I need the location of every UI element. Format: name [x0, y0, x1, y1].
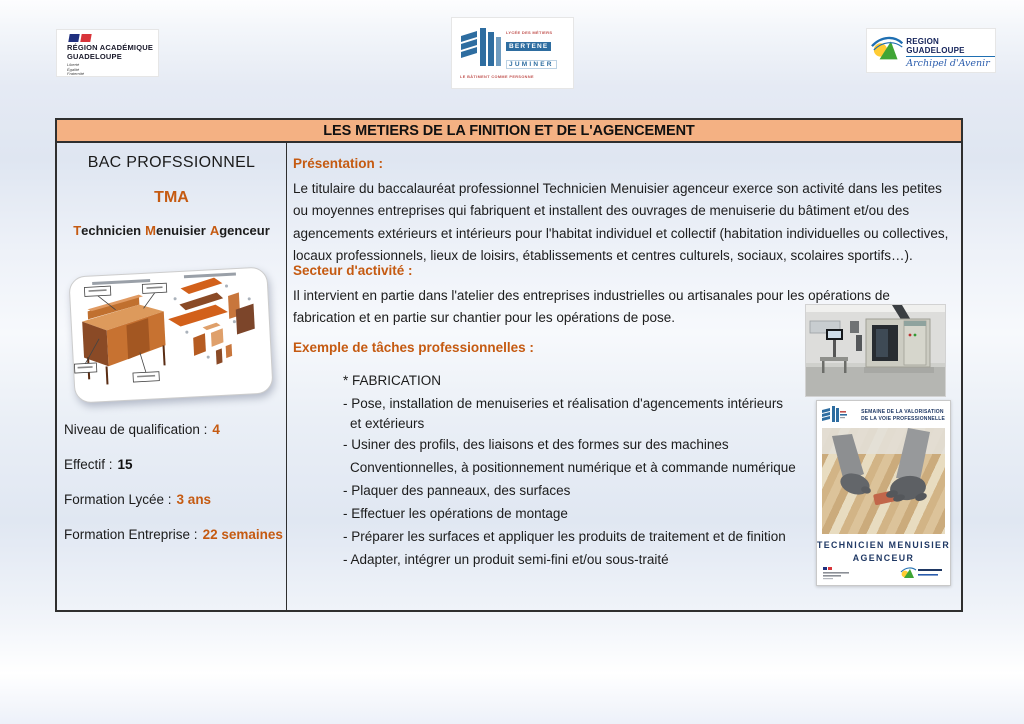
motto-fraternite: Fraternité	[67, 71, 85, 77]
lycee-name-bertene: BERTENE	[506, 42, 551, 51]
task-list	[343, 369, 811, 571]
fact-niveau: Niveau de qualification : 4	[64, 422, 220, 437]
poster-title	[817, 539, 950, 564]
poster-region-logo-icon	[900, 566, 944, 581]
academie-name-line2: GUADELOUPE	[67, 51, 122, 61]
republic-motto	[67, 63, 158, 77]
french-flag-icon	[69, 34, 158, 42]
motto-egalite: Égalité	[67, 66, 80, 72]
fact-formation-lycee: Formation Lycée : 3 ans	[64, 492, 212, 507]
secteur-text: Il intervient en partie dans l'atelier des entreprises industrielles ou artisanales pour les opérations de fabrication et en partie sur chantier pour les opérations de pose.	[293, 288, 890, 326]
fact-formation-entreprise: Formation Entreprise : 22 semaines	[64, 527, 283, 542]
motto-liberte: Liberté	[67, 62, 80, 67]
poster-academie-logo-icon	[823, 567, 857, 581]
acronym-expansion: Technicien Menuisier Agenceur	[73, 223, 270, 238]
task-line: - Pose, installation de menuiseries et réalisation d'agencements intérieurs	[343, 396, 784, 411]
task-line: - Préparer les surfaces et appliquer les produits de traitement et de finition	[343, 529, 786, 544]
logo-lycee-bertene-juminer	[452, 18, 573, 88]
diploma-acronym: TMA	[154, 189, 189, 206]
poster-lycee-logo-icon	[822, 405, 848, 425]
left-column	[57, 143, 287, 610]
task-line: - Plaquer des panneaux, des surfaces	[343, 483, 571, 498]
fact-effectif: Effectif : 15	[64, 457, 133, 472]
logo-region-academique	[57, 30, 158, 76]
building-icon	[460, 26, 502, 72]
task-line: * FABRICATION	[343, 373, 442, 388]
tma-poster	[816, 400, 951, 586]
task-line: - Adapter, intégrer un produit semi-fini et/ou sous-traité	[343, 552, 669, 567]
poster-photo-sanding-hands	[822, 428, 945, 534]
lycee-name-juminer: JUMINER	[506, 60, 557, 69]
task-line: - Effectuer les opérations de montage	[343, 506, 568, 521]
table-title: LES METIERS DE LA FINITION ET DE L'AGENCEMENT	[57, 120, 961, 143]
poster-header-line2: DE LA VOIE PROFESSIONNELLE	[861, 415, 945, 422]
lycee-overline: LYCÉE DES MÉTIERS	[506, 30, 553, 35]
poster-header-line1: SEMAINE DE LA VALORISATION	[861, 409, 944, 415]
presentation-text: Le titulaire du baccalauréat professionnel Technicien Menuisier agenceur exerce son activité dans les petites ou moyennes entreprises qui fabriquent et installent des ouvrages de menuiserie du bâtiment et/ou des agencements extérieurs et intérieurs pour l'habitat individuel et collectif (habitation individuelles ou collectives, locaux professionnels, lieux de loisirs, établissements et centres culturels, sociaux, scolaires sportifs…).	[293, 181, 949, 264]
poster-title-line1: TECHNICIEN MENUISIER	[817, 540, 951, 550]
diploma-title: BAC PROFSSIONNEL	[87, 154, 256, 171]
task-line: Conventionnelles, à positionnement numérique et à commande numérique	[350, 460, 796, 475]
heading-secteur: Secteur d'activité :	[293, 263, 413, 278]
lycee-tagline: LE BÂTIMENT COMME PERSONNE	[460, 75, 534, 79]
furniture-exploded-view-image	[65, 259, 277, 411]
heading-presentation: Présentation :	[293, 156, 384, 171]
academie-name-line1: RÉGION ACADÉMIQUE	[67, 43, 154, 52]
logo-region-guadeloupe	[867, 29, 995, 72]
poster-header	[861, 409, 945, 425]
poster-title-line2: AGENCEUR	[852, 552, 915, 563]
cnc-machine-photo	[806, 305, 945, 396]
task-line: - Usiner des profils, des liaisons et des formes sur des machines	[343, 437, 729, 452]
region-tagline: Archipel d'Avenir	[906, 58, 990, 69]
region-guadeloupe-icon	[871, 33, 903, 65]
heading-taches: Exemple de tâches professionnelles :	[293, 340, 534, 355]
region-name: REGION GUADELOUPE	[906, 37, 995, 57]
task-line: et extérieurs	[350, 416, 425, 431]
